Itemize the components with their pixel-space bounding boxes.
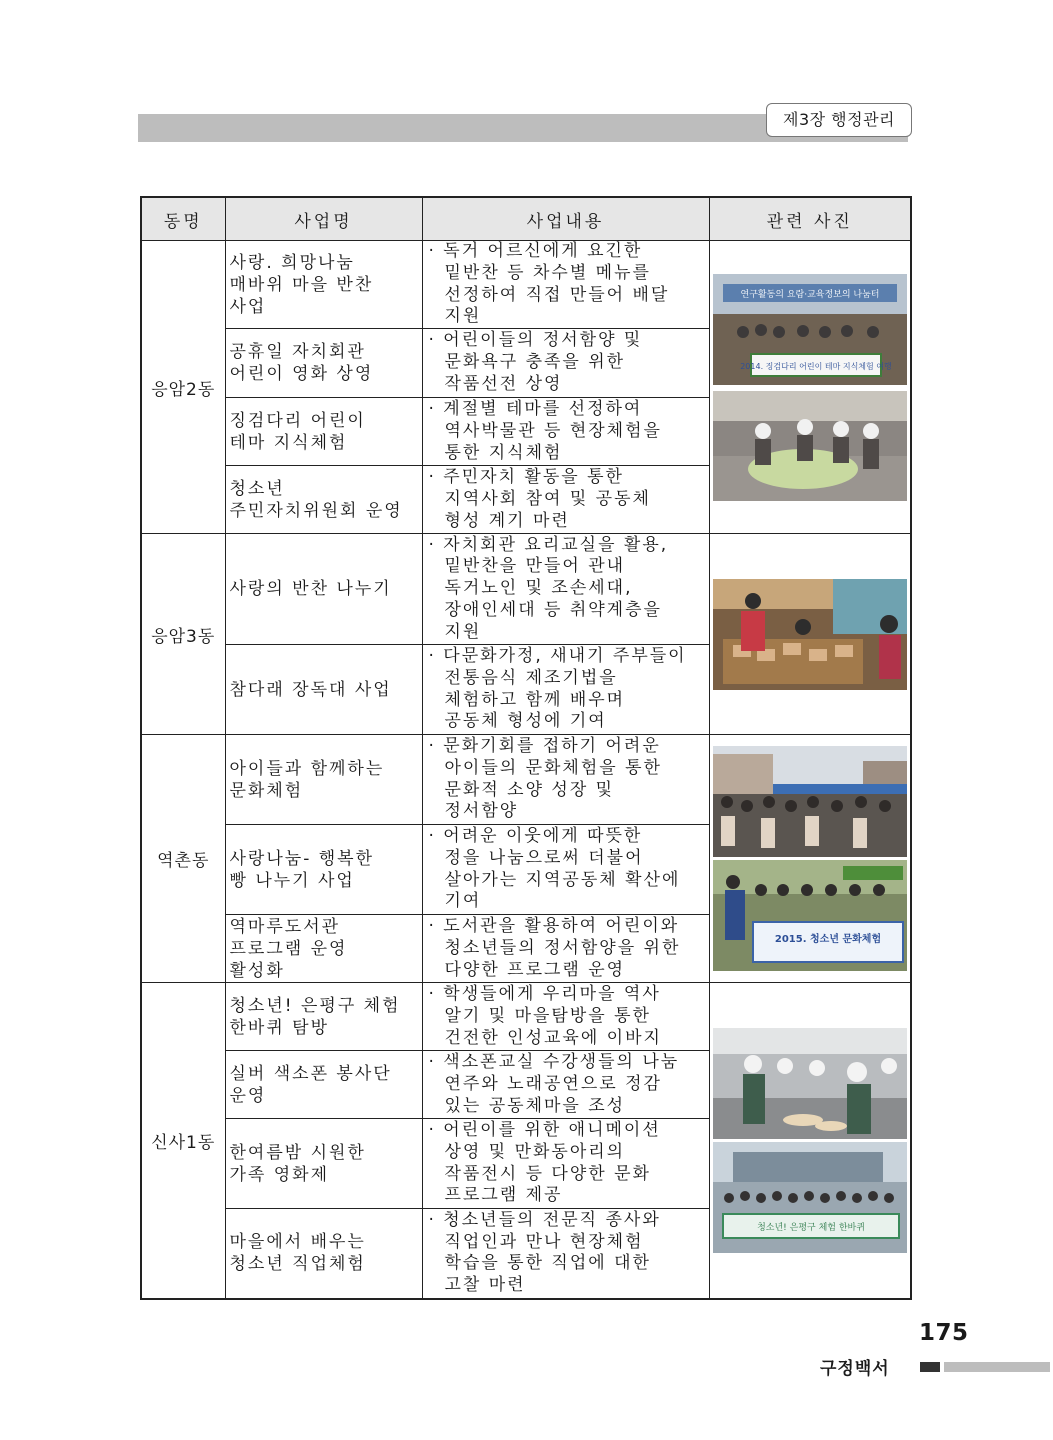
project-content-cell	[422, 645, 709, 735]
project-content-cell	[422, 329, 709, 398]
photo-cell	[709, 983, 911, 1299]
project-content-text: · 문화기회를 접하기 어려운 아이들의 문화체험을 통한 문화적 소양 성장 및 정서함양	[428, 736, 662, 822]
project-name-cell: 징검다리 어린이 테마 지식체험	[225, 398, 422, 466]
project-name-cell: 한여름밤 시원한 가족 영화제	[225, 1119, 422, 1209]
dong-cell: 신사1동	[141, 983, 225, 1299]
project-content-cell	[422, 983, 709, 1051]
project-content-cell	[422, 398, 709, 466]
dong-cell: 응암3동	[141, 534, 225, 735]
photo-group-banner-icon	[713, 274, 907, 385]
dong-cell: 역촌동	[141, 735, 225, 983]
project-content-cell	[422, 466, 709, 534]
column-header-photos: 관련 사진	[709, 197, 911, 241]
photo-banner-text: 연구활동의 요람·교육정보의 나눔터	[740, 289, 880, 300]
photo-food-preparation-icon	[713, 579, 907, 690]
photo-caption: 청소년! 은평구 체험 한바퀴	[756, 1222, 865, 1233]
project-content-cell	[422, 735, 709, 825]
table-row	[141, 735, 911, 825]
page-number: 175	[919, 1320, 969, 1346]
column-header-project-name: 사업명	[225, 197, 422, 241]
project-name-cell: 공휴일 자치회관 어린이 영화 상영	[225, 329, 422, 398]
project-content-text: · 어린이를 위한 애니메이션 상영 및 만화동아리의 작품전시 등 다양한 문화 프로그램 제공	[428, 1120, 661, 1206]
project-name-cell: 청소년! 은평구 체험 한바퀴 탐방	[225, 983, 422, 1051]
project-content-text: · 주민자치 활동을 통한 지역사회 참여 및 공동체 형성 계기 마련	[428, 466, 651, 531]
photo-outdoor-crowd-icon	[713, 746, 907, 857]
project-table	[140, 196, 912, 1300]
project-content-text: · 자치회관 요리교실을 활용, 밑반찬을 만들어 관내 독거노인 및 조손세대, 장애인세대 등 취약계층을 지원	[428, 534, 669, 642]
column-header-dong: 동명	[141, 197, 225, 241]
project-name-cell: 청소년 주민자치위원회 운영	[225, 466, 422, 534]
footer-bar	[944, 1362, 1050, 1372]
table-row	[141, 534, 911, 645]
project-content-cell	[422, 534, 709, 645]
photo-caption: 2015. 청소년 문화체험	[774, 934, 881, 946]
project-name-cell: 실버 색소폰 봉사단 운영	[225, 1051, 422, 1119]
project-content-cell	[422, 915, 709, 983]
dong-cell: 응암2동	[141, 241, 225, 534]
project-name-cell: 역마루도서관 프로그램 운영 활성화	[225, 915, 422, 983]
photo-kitchen-cooking-icon	[713, 391, 907, 501]
project-content-cell	[422, 241, 709, 329]
project-content-text: · 다문화가정, 새내기 주부들이 전통음식 제조기법을 체험하고 함께 배우며 공동체 형성에 기여	[428, 646, 687, 732]
project-content-text: · 청소년들의 전문직 종사와 직업인과 만나 현장체험 학습을 통한 직업에 대한 고찰 마련	[428, 1209, 661, 1296]
project-name-cell: 사랑의 반찬 나누기	[225, 534, 422, 645]
project-content-text: · 계절별 테마를 선정하여 역사박물관 등 현장체험을 통한 지식체험	[428, 398, 662, 463]
project-content-cell	[422, 1209, 709, 1299]
project-content-text: · 도서관을 활용하여 어린이와 청소년들의 정서함양을 위한 다양한 프로그램 운영	[428, 915, 681, 980]
photo-caption: 2014. 징검다리 어린이 테마 지식체험 여행	[739, 361, 892, 371]
project-name-cell: 사랑나눔- 행복한 빵 나누기 사업	[225, 825, 422, 915]
photo-cell	[709, 534, 911, 735]
photo-kitchen-cooking-icon	[713, 1028, 907, 1139]
chapter-label: 제3장 행정관리	[766, 103, 912, 137]
photo-cell	[709, 241, 911, 534]
project-content-text: · 어린이들의 정서함양 및 문화욕구 충족을 위한 작품선전 상영	[428, 330, 643, 395]
project-content-cell	[422, 1119, 709, 1209]
photo-cell	[709, 735, 911, 983]
book-title: 구정백서	[820, 1359, 890, 1379]
project-name-cell: 참다래 장독대 사업	[225, 645, 422, 735]
project-content-text: · 학생들에게 우리마을 역사 알기 및 마을탐방을 통한 건전한 인성교육에 이바지	[428, 983, 662, 1048]
footer-marker	[920, 1362, 940, 1372]
table-row	[141, 983, 911, 1051]
project-content-text: · 어려운 이웃에게 따뜻한 정을 나눔으로써 더불어 살아가는 지역공동체 확산에 기여	[428, 826, 681, 912]
project-name-cell: 사랑. 희망나눔 매바위 마을 반찬 사업	[225, 241, 422, 329]
project-content-text: · 독거 어르신에게 요긴한 밑반찬 등 차수별 메뉴를 선정하여 직접 만들어 배달 지원	[428, 241, 670, 327]
photo-group-banner-icon	[713, 1142, 907, 1253]
column-header-project-content: 사업내용	[422, 197, 709, 241]
table-row	[141, 241, 911, 329]
project-content-cell	[422, 1051, 709, 1119]
photo-group-banner-icon	[713, 860, 907, 971]
table-header-row	[141, 197, 911, 241]
project-name-cell: 마을에서 배우는 청소년 직업체험	[225, 1209, 422, 1299]
project-name-cell: 아이들과 함께하는 문화체험	[225, 735, 422, 825]
project-content-text: · 색소폰교실 수강생들의 나눔 연주와 노래공연으로 정감 있는 공동체마을 조성	[428, 1051, 680, 1116]
project-content-cell	[422, 825, 709, 915]
